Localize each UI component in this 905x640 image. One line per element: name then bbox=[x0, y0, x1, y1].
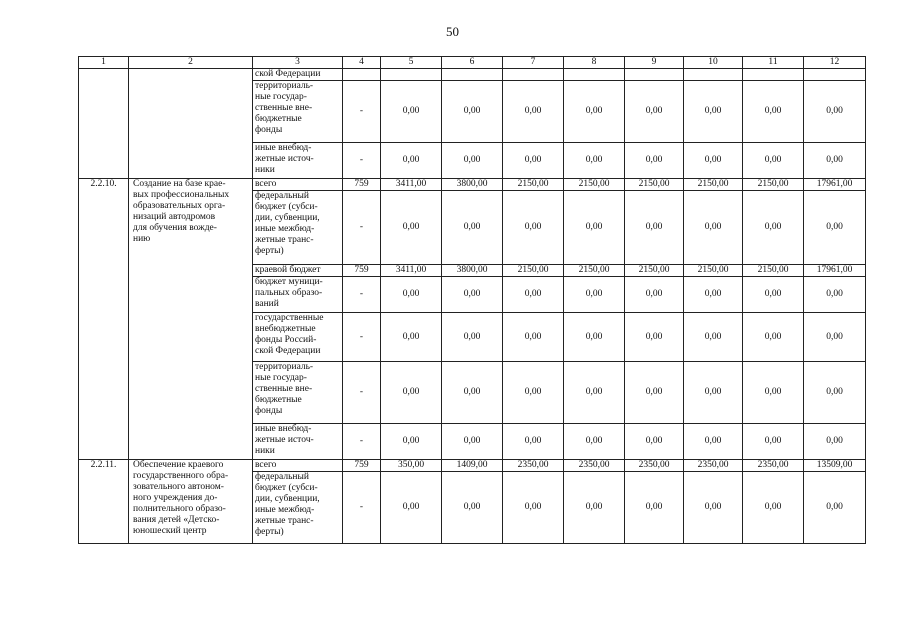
amount-cell-11: 0,00 bbox=[743, 313, 804, 362]
amount-cell-12: 0,00 bbox=[804, 191, 866, 265]
funding-source-cell: иные внебюд- жетные источ- ники bbox=[253, 424, 343, 460]
code-cell: 759 bbox=[343, 265, 381, 277]
funding-source-cell: всего bbox=[253, 179, 343, 191]
amount-cell-6 bbox=[442, 69, 503, 81]
amount-cell-12: 0,00 bbox=[804, 424, 866, 460]
amount-cell-6: 0,00 bbox=[442, 424, 503, 460]
amount-cell-5: 3411,00 bbox=[381, 265, 442, 277]
amount-cell-7: 0,00 bbox=[503, 277, 564, 313]
amount-cell-11: 2150,00 bbox=[743, 265, 804, 277]
amount-cell-7: 0,00 bbox=[503, 143, 564, 179]
amount-cell-7: 0,00 bbox=[503, 472, 564, 544]
amount-cell-5 bbox=[381, 69, 442, 81]
column-number-row bbox=[79, 57, 866, 69]
amount-cell-9: 0,00 bbox=[625, 424, 684, 460]
amount-cell-10: 0,00 bbox=[684, 313, 743, 362]
amount-cell-11: 0,00 bbox=[743, 424, 804, 460]
amount-cell-12: 0,00 bbox=[804, 81, 866, 143]
item-name-cell bbox=[129, 69, 253, 179]
amount-cell-12: 0,00 bbox=[804, 313, 866, 362]
amount-cell-10 bbox=[684, 69, 743, 81]
budget-table bbox=[78, 56, 866, 544]
amount-cell-10: 0,00 bbox=[684, 362, 743, 424]
funding-source-cell: территориаль- ные государ- ственные вне- бюджетные фонды bbox=[253, 362, 343, 424]
amount-cell-7: 2150,00 bbox=[503, 179, 564, 191]
amount-cell-5: 0,00 bbox=[381, 81, 442, 143]
amount-cell-6: 0,00 bbox=[442, 362, 503, 424]
code-cell: 759 bbox=[343, 179, 381, 191]
amount-cell-9: 0,00 bbox=[625, 313, 684, 362]
funding-source-cell: краевой бюджет bbox=[253, 265, 343, 277]
amount-cell-8: 0,00 bbox=[564, 313, 625, 362]
item-number-cell bbox=[79, 69, 129, 179]
amount-cell-9: 2350,00 bbox=[625, 460, 684, 472]
amount-cell-5: 3411,00 bbox=[381, 179, 442, 191]
amount-cell-6: 0,00 bbox=[442, 277, 503, 313]
amount-cell-9: 0,00 bbox=[625, 143, 684, 179]
amount-cell-8: 0,00 bbox=[564, 143, 625, 179]
funding-source-cell: государственные внебюджетные фонды Россий- ской Федерации bbox=[253, 313, 343, 362]
code-cell: - bbox=[343, 81, 381, 143]
funding-source-cell: ской Федерации bbox=[253, 69, 343, 81]
amount-cell-10: 2150,00 bbox=[684, 179, 743, 191]
amount-cell-6: 0,00 bbox=[442, 143, 503, 179]
amount-cell-11: 2150,00 bbox=[743, 179, 804, 191]
amount-cell-11: 0,00 bbox=[743, 362, 804, 424]
amount-cell-8 bbox=[564, 69, 625, 81]
amount-cell-5: 0,00 bbox=[381, 277, 442, 313]
amount-cell-12: 13509,00 bbox=[804, 460, 866, 472]
amount-cell-12: 17961,00 bbox=[804, 265, 866, 277]
funding-source-cell: территориаль- ные государ- ственные вне- бюджетные фонды bbox=[253, 81, 343, 143]
amount-cell-8: 2150,00 bbox=[564, 265, 625, 277]
amount-cell-10: 2350,00 bbox=[684, 460, 743, 472]
amount-cell-11: 2350,00 bbox=[743, 460, 804, 472]
amount-cell-8: 0,00 bbox=[564, 472, 625, 544]
amount-cell-7: 0,00 bbox=[503, 313, 564, 362]
amount-cell-6: 3800,00 bbox=[442, 179, 503, 191]
item-name-cell: Обеспечение краевого государственного обра- зовательного автоном- ного учреждения до- полнительного образо- вания детей «Детско- юношеский центр bbox=[129, 460, 253, 544]
item-name-cell: Создание на базе крае- вых профессиональных образовательных орга- низаций автодромов для обучения вожде- нию bbox=[129, 179, 253, 460]
amount-cell-12: 17961,00 bbox=[804, 179, 866, 191]
code-cell: - bbox=[343, 362, 381, 424]
amount-cell-9: 2150,00 bbox=[625, 265, 684, 277]
funding-source-cell: федеральный бюджет (субси- дии, субвенции, иные межбюд- жетные транс- ферты) bbox=[253, 472, 343, 544]
amount-cell-8: 2150,00 bbox=[564, 179, 625, 191]
amount-cell-8: 0,00 bbox=[564, 277, 625, 313]
amount-cell-8: 0,00 bbox=[564, 424, 625, 460]
amount-cell-10: 0,00 bbox=[684, 191, 743, 265]
amount-cell-7: 2150,00 bbox=[503, 265, 564, 277]
column-number-12: 12 bbox=[804, 57, 866, 69]
amount-cell-9: 0,00 bbox=[625, 362, 684, 424]
amount-cell-11 bbox=[743, 69, 804, 81]
code-cell: - bbox=[343, 424, 381, 460]
amount-cell-6: 1409,00 bbox=[442, 460, 503, 472]
funding-source-cell: бюджет муници- пальных образо- ваний bbox=[253, 277, 343, 313]
amount-cell-5: 0,00 bbox=[381, 362, 442, 424]
amount-cell-8: 0,00 bbox=[564, 81, 625, 143]
amount-cell-12: 0,00 bbox=[804, 277, 866, 313]
amount-cell-11: 0,00 bbox=[743, 472, 804, 544]
amount-cell-11: 0,00 bbox=[743, 81, 804, 143]
amount-cell-10: 0,00 bbox=[684, 424, 743, 460]
amount-cell-9: 0,00 bbox=[625, 191, 684, 265]
amount-cell-5: 0,00 bbox=[381, 424, 442, 460]
funding-source-cell: иные внебюд- жетные источ- ники bbox=[253, 143, 343, 179]
amount-cell-11: 0,00 bbox=[743, 143, 804, 179]
column-number-8: 8 bbox=[564, 57, 625, 69]
amount-cell-8: 0,00 bbox=[564, 191, 625, 265]
amount-cell-8: 0,00 bbox=[564, 362, 625, 424]
column-number-4: 4 bbox=[343, 57, 381, 69]
amount-cell-9: 0,00 bbox=[625, 472, 684, 544]
amount-cell-7: 0,00 bbox=[503, 362, 564, 424]
amount-cell-9: 2150,00 bbox=[625, 179, 684, 191]
amount-cell-7: 0,00 bbox=[503, 81, 564, 143]
funding-source-cell: федеральный бюджет (субси- дии, субвенции, иные межбюд- жетные транс- ферты) bbox=[253, 191, 343, 265]
funding-source-cell: всего bbox=[253, 460, 343, 472]
amount-cell-5: 0,00 bbox=[381, 472, 442, 544]
amount-cell-7: 2350,00 bbox=[503, 460, 564, 472]
code-cell bbox=[343, 69, 381, 81]
amount-cell-10: 0,00 bbox=[684, 143, 743, 179]
table-row bbox=[79, 69, 866, 81]
amount-cell-12: 0,00 bbox=[804, 472, 866, 544]
column-number-9: 9 bbox=[625, 57, 684, 69]
amount-cell-7: 0,00 bbox=[503, 191, 564, 265]
table-row bbox=[79, 460, 866, 472]
amount-cell-10: 0,00 bbox=[684, 472, 743, 544]
amount-cell-6: 0,00 bbox=[442, 81, 503, 143]
amount-cell-7 bbox=[503, 69, 564, 81]
code-cell: - bbox=[343, 313, 381, 362]
column-number-10: 10 bbox=[684, 57, 743, 69]
code-cell: 759 bbox=[343, 460, 381, 472]
amount-cell-12 bbox=[804, 69, 866, 81]
amount-cell-5: 0,00 bbox=[381, 313, 442, 362]
code-cell: - bbox=[343, 143, 381, 179]
amount-cell-5: 0,00 bbox=[381, 143, 442, 179]
column-number-2: 2 bbox=[129, 57, 253, 69]
amount-cell-10: 2150,00 bbox=[684, 265, 743, 277]
page-number: 50 bbox=[446, 24, 459, 39]
amount-cell-9 bbox=[625, 69, 684, 81]
column-number-1: 1 bbox=[79, 57, 129, 69]
amount-cell-9: 0,00 bbox=[625, 277, 684, 313]
amount-cell-9: 0,00 bbox=[625, 81, 684, 143]
column-number-7: 7 bbox=[503, 57, 564, 69]
amount-cell-11: 0,00 bbox=[743, 277, 804, 313]
column-number-11: 11 bbox=[743, 57, 804, 69]
code-cell: - bbox=[343, 472, 381, 544]
amount-cell-11: 0,00 bbox=[743, 191, 804, 265]
table-row bbox=[79, 179, 866, 191]
item-number-cell: 2.2.11. bbox=[79, 460, 129, 544]
code-cell: - bbox=[343, 191, 381, 265]
column-number-3: 3 bbox=[253, 57, 343, 69]
amount-cell-12: 0,00 bbox=[804, 143, 866, 179]
amount-cell-8: 2350,00 bbox=[564, 460, 625, 472]
amount-cell-12: 0,00 bbox=[804, 362, 866, 424]
amount-cell-10: 0,00 bbox=[684, 277, 743, 313]
amount-cell-7: 0,00 bbox=[503, 424, 564, 460]
amount-cell-5: 350,00 bbox=[381, 460, 442, 472]
amount-cell-6: 0,00 bbox=[442, 472, 503, 544]
amount-cell-6: 0,00 bbox=[442, 191, 503, 265]
amount-cell-5: 0,00 bbox=[381, 191, 442, 265]
amount-cell-10: 0,00 bbox=[684, 81, 743, 143]
column-number-5: 5 bbox=[381, 57, 442, 69]
column-number-6: 6 bbox=[442, 57, 503, 69]
amount-cell-6: 3800,00 bbox=[442, 265, 503, 277]
code-cell: - bbox=[343, 277, 381, 313]
amount-cell-6: 0,00 bbox=[442, 313, 503, 362]
item-number-cell: 2.2.10. bbox=[79, 179, 129, 460]
